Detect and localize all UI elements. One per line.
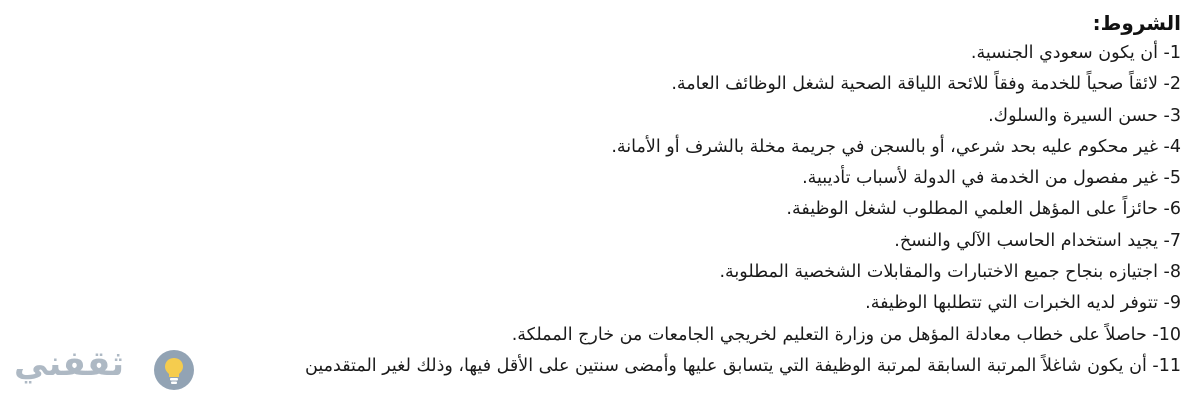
condition-item: 8- اجتيازه بنجاح جميع الاختبارات والمقابلات الشخصية المطلوبة. xyxy=(719,262,1181,283)
section-heading: الشروط: xyxy=(1092,11,1181,35)
condition-item: 3- حسن السيرة والسلوك. xyxy=(988,105,1181,126)
condition-item: 7- يجيد استخدام الحاسب الآلي والنسخ. xyxy=(894,230,1181,251)
condition-item: 11- أن يكون شاغلاً المرتبة السابقة لمرتبة الوظيفة التي يتسابق عليها وأمضى سنتين على الأقل فيها، وذلك لغير المتقدمين xyxy=(305,355,1181,376)
condition-item: 5- غير مفصول من الخدمة في الدولة لأسباب تأديبية. xyxy=(802,168,1181,189)
conditions-section xyxy=(11,8,1181,382)
watermark-text: ثقفني xyxy=(14,344,124,384)
condition-item: 9- تتوفر لديه الخبرات التي تتطلبها الوظيفة. xyxy=(865,293,1181,314)
conditions-list xyxy=(11,38,1181,382)
condition-item: 10- حاصلاً على خطاب معادلة المؤهل من وزارة التعليم لخريجي الجامعات من خارج المملكة. xyxy=(511,324,1181,345)
condition-item: 2- لائقاً صحياً للخدمة وفقاً للائحة اللياقة الصحية لشغل الوظائف العامة. xyxy=(671,74,1181,95)
condition-item: 1- أن يكون سعودي الجنسية. xyxy=(970,43,1181,63)
condition-item: 4- غير محكوم عليه بحد شرعي، أو بالسجن في جريمة مخلة بالشرف أو الأمانة. xyxy=(611,136,1181,157)
condition-item: 6- حائزاً على المؤهل العلمي المطلوب لشغل الوظيفة. xyxy=(786,199,1181,220)
